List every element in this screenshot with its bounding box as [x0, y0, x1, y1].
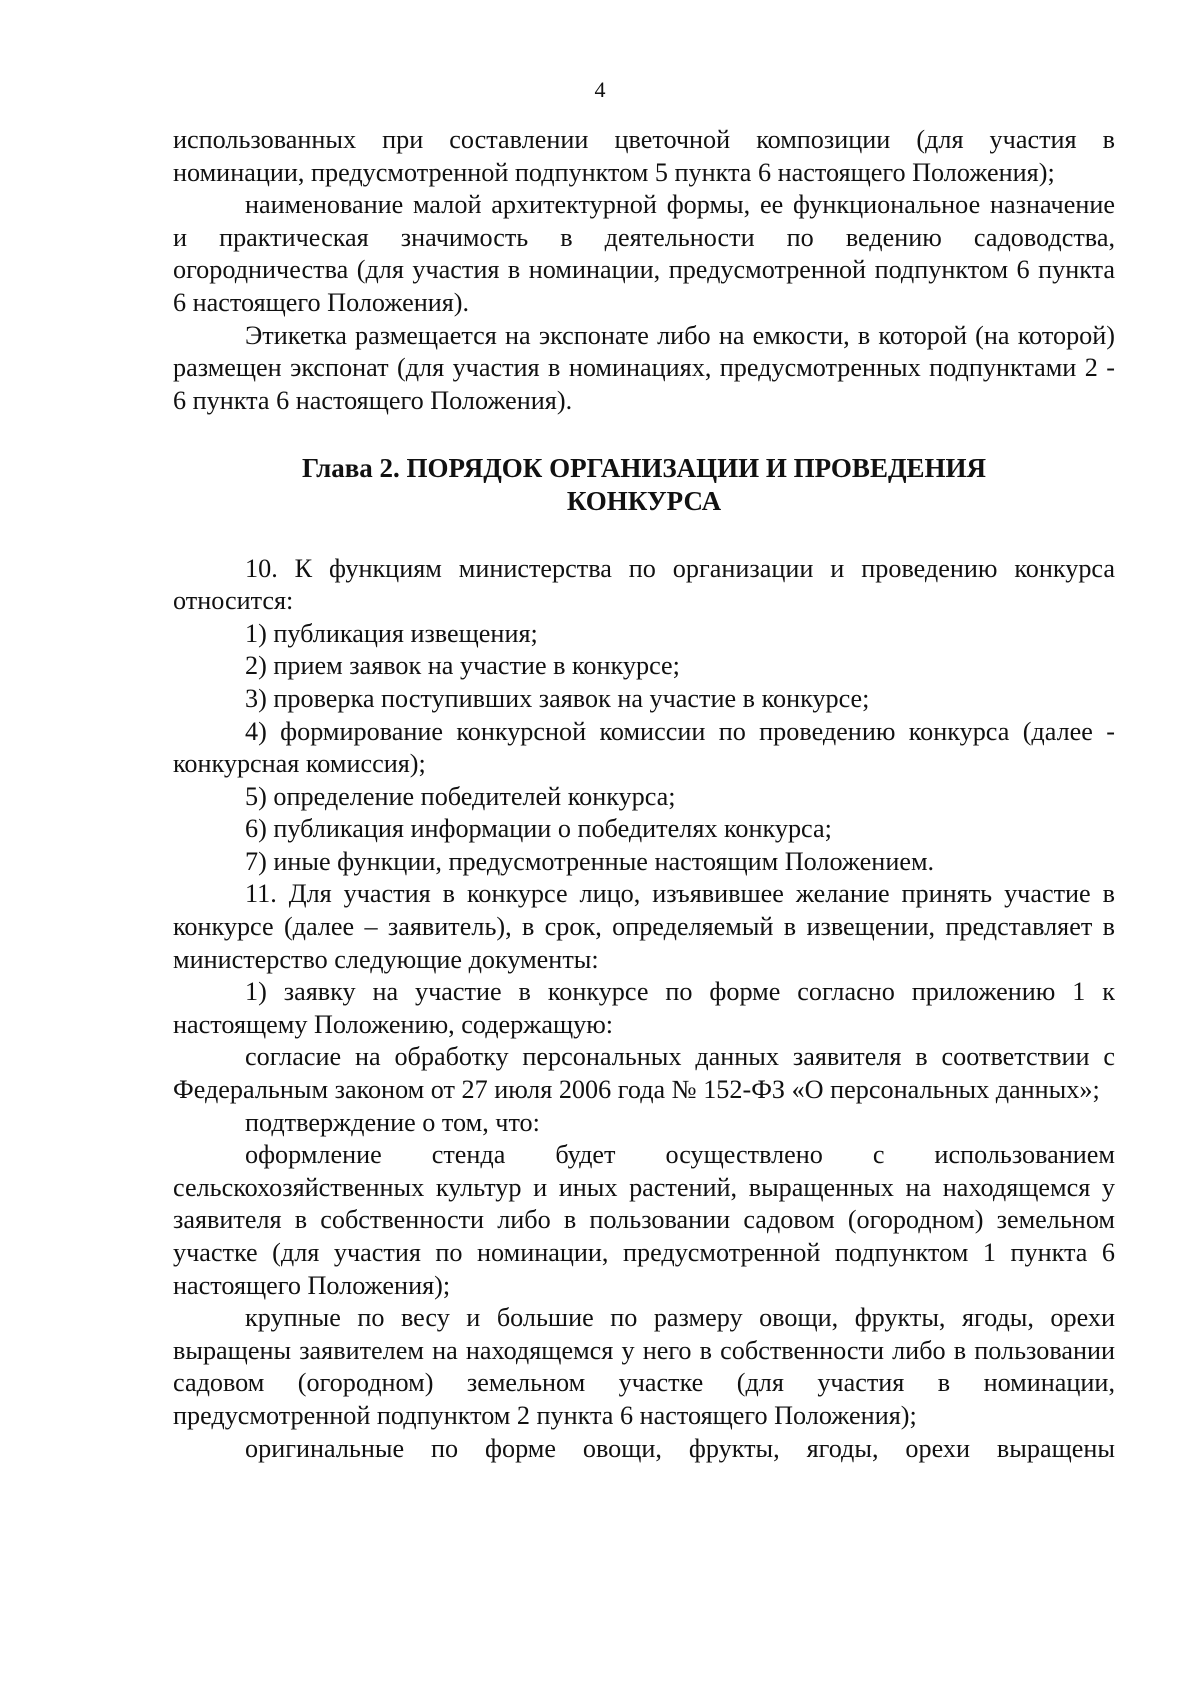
paragraph-10: 10. К функциям министерства по организации и проведению конкурса относится:	[173, 553, 1115, 616]
chapter-heading-line-2: КОНКУРСА	[566, 485, 722, 516]
paragraph-large-produce: крупные по весу и большие по размеру овощи, фрукты, ягоды, орехи выращены заявителем на находящемся у него в собственности либо в пользовании садовом (огородном) земельном участке (для участия в номинации, предусмотренной подпунктом 2 пункта 6 настоящего Положения);	[173, 1303, 1115, 1430]
page-number: 4	[594, 77, 606, 102]
list-item-10-6: 6) публикация информации о победителях конкурса;	[245, 814, 832, 844]
list-item-10-4: 4) формирование конкурсной комиссии по проведению конкурса (далее - конкурсная комиссия);	[173, 716, 1115, 779]
list-item-10-7: 7) иные функции, предусмотренные настоящим Положением.	[245, 846, 935, 876]
list-item-10-2: 2) прием заявок на участие в конкурсе;	[245, 651, 680, 681]
paragraph-mal-arch-form: наименование малой архитектурной формы, ее функциональное назначение и практическая значимость в деятельности по ведению садоводства, огородничества (для участия в номинации, предусмотренной подпунктом 6 пункта 6 настоящего Положения).	[173, 190, 1115, 317]
paragraph-original-produce: оригинальные по форме овощи, фрукты, ягоды, орехи выращены	[245, 1433, 1115, 1463]
paragraph-label-placement: Этикетка размещается на экспонате либо на емкости, в которой (на которой) размещен экспонат (для участия в номинациях, предусмотренных подпунктами 2 - 6 пункта 6 настоящего Положения).	[173, 320, 1115, 415]
chapter-heading	[173, 452, 1115, 517]
list-item-10-1: 1) публикация извещения;	[245, 618, 538, 648]
list-item-10-5: 5) определение победителей конкурса;	[245, 781, 676, 811]
chapter-heading-line-1: Глава 2. ПОРЯДОК ОРГАНИЗАЦИИ И ПРОВЕДЕНИЯ	[301, 453, 987, 484]
paragraph-consent: согласие на обработку персональных данных заявителя в соответствии с Федеральным законом от 27 июля 2006 года № 152-ФЗ «О персональных данных»;	[173, 1042, 1115, 1105]
paragraph-confirmation: подтверждение о том, что:	[245, 1107, 540, 1137]
paragraph-stand-design: оформление стенда будет осуществлено с использованием сельскохозяйственных культур и иных растений, выращенных на находящемся у заявителя в собственности либо в пользовании садовом (огородном) земельном участке (для участия по номинации, предусмотренной подпунктом 1 пункта 6 настоящего Положения);	[173, 1140, 1115, 1300]
paragraph-continuation: использованных при составлении цветочной композиции (для участия в номинации, предусмотренной подпунктом 5 пункта 6 настоящего Положения);	[173, 125, 1115, 187]
document-body	[173, 124, 1115, 1465]
list-item-10-3: 3) проверка поступивших заявок на участие в конкурсе;	[245, 683, 870, 713]
paragraph-11: 11. Для участия в конкурсе лицо, изъявившее желание принять участие в конкурсе (далее – заявитель), в срок, определяемый в извещении, представляет в министерство следующие документы:	[173, 879, 1115, 974]
list-item-11-1: 1) заявку на участие в конкурсе по форме согласно приложению 1 к настоящему Положению, содержащую:	[173, 977, 1115, 1039]
